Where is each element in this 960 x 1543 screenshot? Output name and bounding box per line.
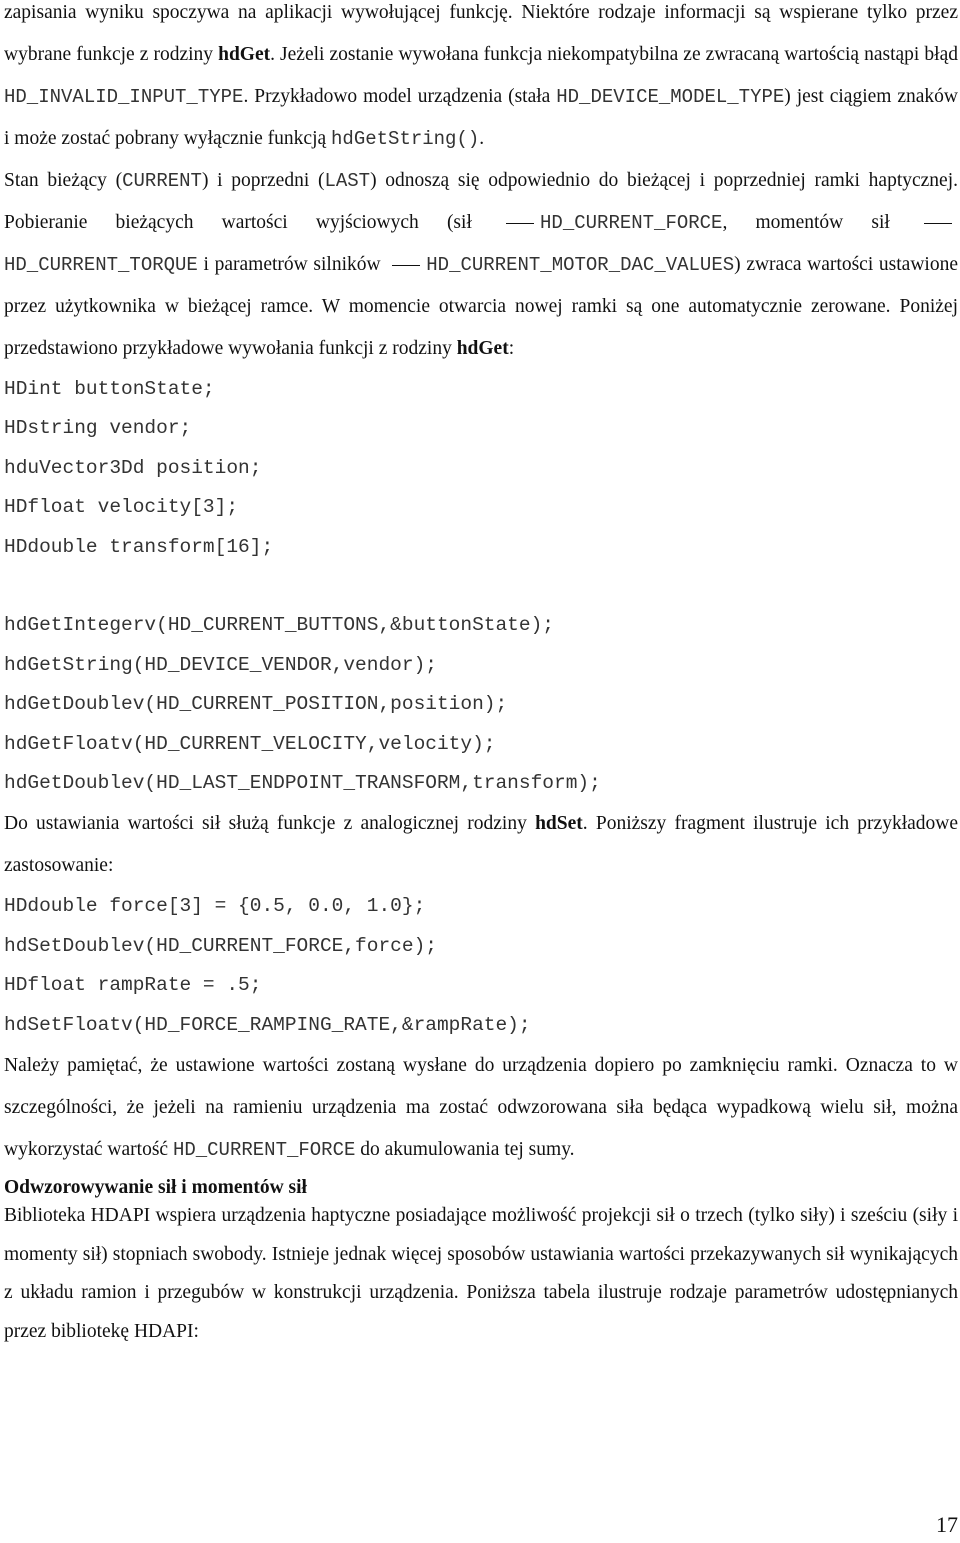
code-constant: HD_INVALID_INPUT_TYPE bbox=[4, 86, 244, 108]
paragraph-hdset bbox=[4, 803, 958, 887]
dash bbox=[924, 223, 952, 225]
code-constant: LAST bbox=[324, 170, 371, 192]
text: i parametrów silników bbox=[197, 254, 387, 275]
code-line: HDstring vendor; bbox=[4, 417, 192, 440]
page-number: 17 bbox=[936, 1512, 958, 1537]
text: ) odnoszą się odpowiednio do bieżącej i poprzedniej ramki haptycznej. Pobieranie bieżących wartości wyjściowych (sił bbox=[4, 170, 958, 233]
code-block-hdset bbox=[4, 887, 958, 1045]
code-line: HDfloat rampRate = .5; bbox=[4, 974, 262, 997]
code-line: HDint buttonState; bbox=[4, 378, 215, 400]
code-line: hdGetFloatv(HD_CURRENT_VELOCITY,velocity); bbox=[4, 732, 496, 755]
code-line: hdSetFloatv(HD_FORCE_RAMPING_RATE,&rampRate); bbox=[4, 1013, 531, 1036]
text: do akumulowania tej sumy. bbox=[355, 1139, 575, 1161]
code-line: hdGetIntegerv(HD_CURRENT_BUTTONS,&buttonState); bbox=[4, 614, 554, 637]
code-constant: HD_CURRENT_TORQUE bbox=[4, 254, 198, 276]
code-constant: HD_CURRENT_FORCE bbox=[172, 1139, 356, 1162]
code-constant: HD_CURRENT_FORCE bbox=[540, 212, 723, 234]
text: ) jest ciągiem znaków i może zostać pobrany wyłącznie funkcją bbox=[4, 86, 958, 149]
bold-term: hdGet bbox=[456, 338, 509, 359]
code-line: hdGetString(HD_DEVICE_VENDOR,vendor); bbox=[4, 653, 437, 676]
code-line: hdGetDoublev(HD_CURRENT_POSITION,position); bbox=[4, 693, 508, 716]
dash bbox=[506, 223, 534, 225]
code-line: HDdouble transform[16]; bbox=[4, 535, 274, 558]
section-heading: Odwzorowywanie sił i momentów sił bbox=[4, 1177, 307, 1199]
text: . Przykładowo model urządzenia (stała bbox=[243, 86, 557, 107]
text: , momentów sił bbox=[722, 212, 918, 233]
code-constant: HD_CURRENT_MOTOR_DAC_VALUES bbox=[426, 254, 735, 276]
code-line bbox=[4, 567, 958, 606]
paragraph-frame-note bbox=[4, 1045, 958, 1171]
text: Należy pamiętać, że ustawione wartości zostaną wysłane do urządzenia dopiero po zamknięciu ramki. Oznacza to w szczególności, że jeżeli na ramieniu urządzenia ma zostać odwzorowana siła będąca wypadkową wielu sił, można wykorzystać wartość bbox=[4, 1055, 958, 1161]
paragraph-hdget-intro bbox=[4, 0, 958, 160]
dash bbox=[392, 265, 420, 267]
code-constant: CURRENT bbox=[122, 170, 202, 192]
text: . Poniższy fragment ilustruje ich przykładowe zastosowanie: bbox=[4, 813, 959, 877]
code-line: hdSetDoublev(HD_CURRENT_FORCE,force); bbox=[4, 934, 437, 957]
paragraph-current-last bbox=[4, 160, 958, 370]
code-constant: HD_DEVICE_MODEL_TYPE bbox=[556, 86, 785, 108]
code-line: HDfloat velocity[3]; bbox=[4, 496, 239, 519]
bold-term: hdGet bbox=[218, 44, 271, 65]
code-line: hduVector3Dd position; bbox=[4, 456, 262, 479]
bold-term: hdSet bbox=[535, 813, 583, 835]
code-function: hdGetString() bbox=[331, 128, 480, 150]
document-page bbox=[4, 0, 958, 1351]
paragraph-force-mapping: Biblioteka HDAPI wspiera urządzenia haptyczne posiadające możliwość projekcji sił o trzech (tylko siły) i sześciu (siły i momenty sił) stopniach swobody. Istnieje jednak więcej sposobów ustawiania wartości przekazywanych sił wynikających z układu ramion i przegubów w konstrukcji urządzenia. Poniższa tabela ilustruje rodzaje parametrów udostępnianych przez bibliotekę HDAPI: bbox=[4, 1205, 958, 1342]
text: ) i poprzedni ( bbox=[201, 170, 325, 191]
text: ) zwraca wartości ustawione przez użytkownika w bieżącej ramce. W momencie otwarcia nowej ramki są one automatycznie zerowane. Poniżej przedstawiono przykładowe wywołania funkcji z rodziny bbox=[4, 254, 958, 359]
text: . bbox=[479, 128, 485, 149]
text: . Jeżeli zostanie wywołana funkcja niekompatybilna ze zwracaną wartością nastąpi błąd bbox=[270, 44, 958, 65]
code-block-hdget bbox=[4, 370, 958, 803]
code-line: hdGetDoublev(HD_LAST_ENDPOINT_TRANSFORM,transform); bbox=[4, 772, 601, 795]
code-line: HDdouble force[3] = {0.5, 0.0, 1.0}; bbox=[4, 895, 426, 918]
text: Stan bieżący ( bbox=[4, 170, 123, 191]
text: : bbox=[508, 338, 515, 359]
text: zapisania wyniku spoczywa na aplikacji wywołującej funkcję. Niektóre rodzaje informacji są wspierane tylko przez wybrane funkcje z rodziny bbox=[4, 2, 958, 65]
text: Do ustawiania wartości sił służą funkcje z analogicznej rodziny bbox=[4, 813, 536, 835]
